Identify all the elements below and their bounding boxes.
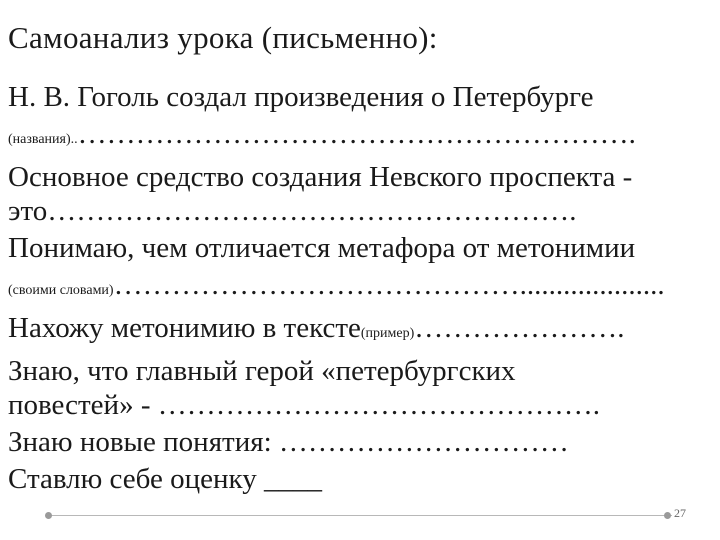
line-metaphor-metonymy: Понимаю, чем отличается метафора от метонимии xyxy=(8,232,636,264)
line-main-hero: Знаю, что главный герой «петербургских xyxy=(8,355,516,387)
slide-title: Самоанализ урока (письменно): xyxy=(8,20,438,55)
example-hint: (пример) xyxy=(360,326,415,341)
footer-divider xyxy=(48,515,672,516)
titles-hint: (названия).. xyxy=(8,132,78,147)
line-main-means: Основное средство создания Невского проспекта - xyxy=(8,161,633,193)
titles-blank: …………………………………………………. xyxy=(77,118,636,150)
page-number: 27 xyxy=(674,506,686,520)
footer-right-dot-icon xyxy=(664,512,671,519)
slide-body xyxy=(8,80,714,496)
line-titles xyxy=(8,117,714,157)
own-words-blank: …………………………………….................... xyxy=(113,269,665,301)
line-works-created: Н. В. Гоголь создал произведения о Петербурге xyxy=(8,81,594,113)
line-find-metonymy xyxy=(8,311,714,351)
find-metonymy-blank: …………………. xyxy=(414,312,625,344)
line-main-means-blank: это………………………………………………. xyxy=(8,195,577,227)
line-self-grade: Ставлю себе оценку ____ xyxy=(8,463,322,495)
line-stories-blank: повестей» - ………………………………………. xyxy=(8,389,600,421)
line-own-words xyxy=(8,268,714,308)
own-words-hint: (своими словами) xyxy=(8,283,114,298)
find-metonymy-text: Нахожу метонимию в тексте xyxy=(8,312,361,344)
line-new-concepts: Знаю новые понятия: ………………………… xyxy=(8,426,569,458)
footer-left-dot-icon xyxy=(45,512,52,519)
